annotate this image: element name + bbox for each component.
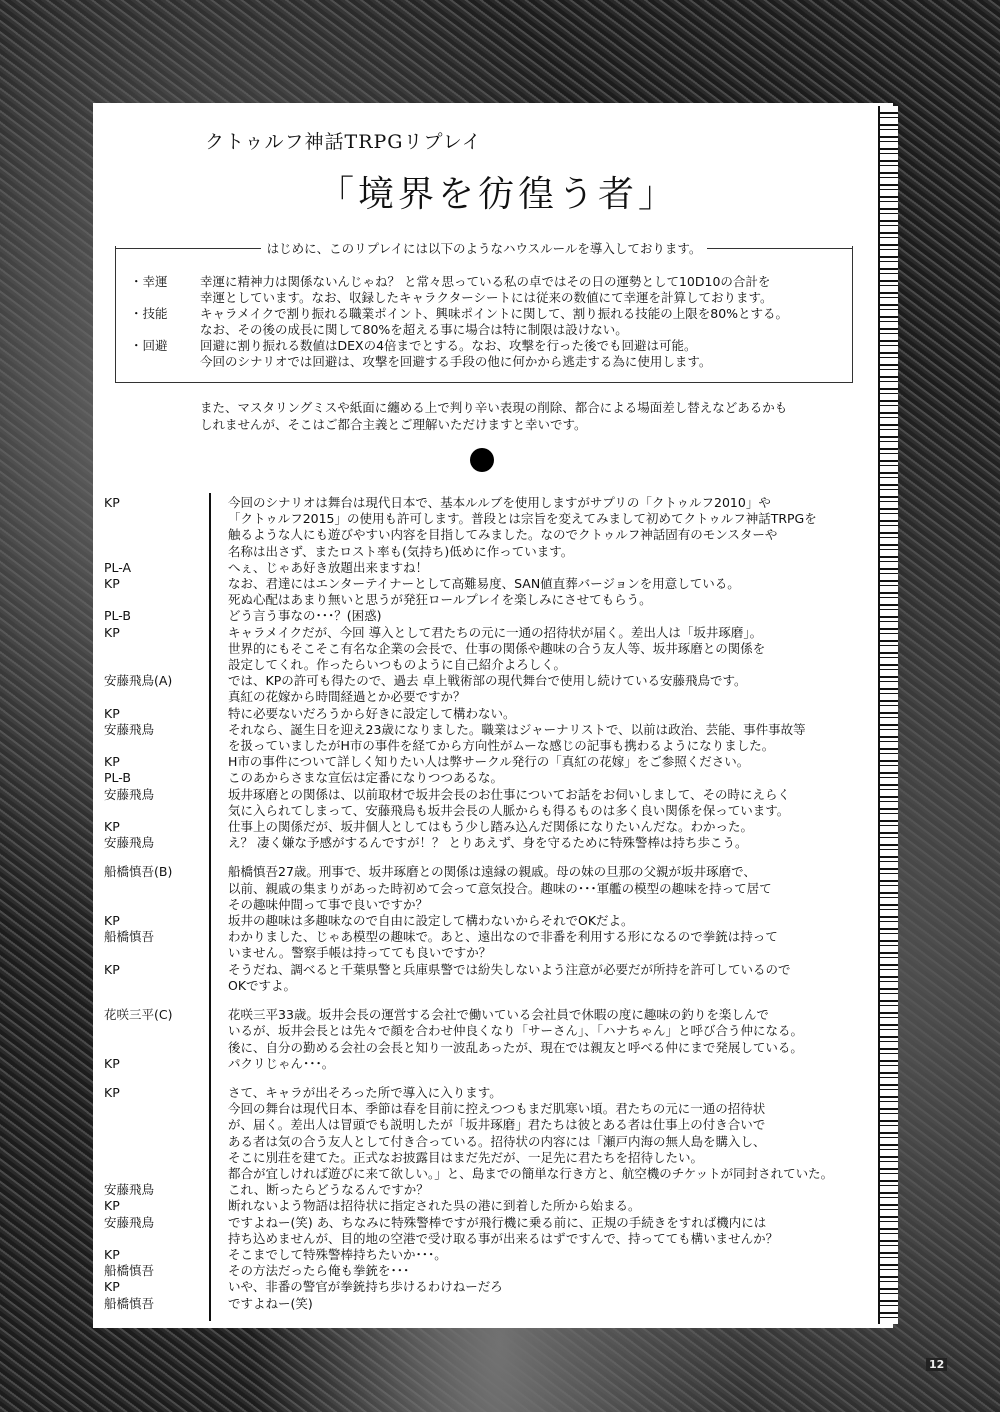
speech-line: パクリじゃん･･･。 [228,1055,335,1071]
speech-line: を扱っていましたがH市の事件を経てから方向性がムーな感じの記事も携わるようになりました。 [228,738,775,754]
speech-line: 以前、親戚の集まりがあった時初めて会って意気投合。趣味の･･･軍艦の模型の趣味を持って居て [228,880,772,896]
speech-text [228,1007,803,1056]
speaker-name: 船橋慎吾 [104,1263,155,1279]
speech-text [228,560,428,576]
dialog-entry [104,706,884,722]
rule-line: キャラメイクで割り振れる職業ポイント、興味ポイントに関して、割り振れる技能の上限を80%とする。 [200,306,789,321]
speech-text [228,787,790,819]
speaker-name: 船橋慎吾(B) [104,864,173,880]
speech-text [228,864,772,913]
speech-text [228,608,382,624]
speaker-name: KP [104,1084,120,1100]
speech-line: 断れないよう物語は招待状に指定された呉の港に到着した所から始まる。 [228,1198,641,1214]
speech-line: ですよねー(笑) あ、ちなみに特殊警棒ですが飛行機に乗る前に、正規の手続きをすれば機内には [228,1214,767,1230]
speech-line: いません。警察手帳は持ってても良いですか？ [228,945,492,961]
dialog-entry [104,770,884,786]
speech-line: キャラメイクだが、今回 導入として君たちの元に一通の招待状が届く。差出人は「坂井琢磨」。 [228,624,763,640]
speech-text [228,1085,833,1182]
house-rule-item [130,306,860,338]
speech-line: 真紅の花嫁から時間経過とか必要ですか？ [228,689,466,705]
speaker-name: 安藤飛鳥 [104,1182,155,1198]
speech-line: このあからさまな宣伝は定番になりつつあるな。 [228,770,504,786]
speaker-name: 安藤飛鳥(A) [104,673,173,689]
speech-text [228,495,817,560]
speech-text [228,1182,429,1198]
house-rule-item [130,338,860,370]
speech-line: それなら、誕生日を迎え23歳になりました。職業はジャーナリストで、以前は政治、芸能、事件事故等 [228,721,806,737]
speech-line: 坂井琢磨との関係は、以前取材で坂井会長のお仕事についてお話をお伺いしまして、その時にえらく [228,786,791,802]
dialog-entry [104,1279,884,1295]
speech-line: では、KPの許可も得たので、過去 卓上戦術部の現代舞台で使用し続けている安藤飛鳥です。 [228,673,747,689]
dialog-entry [104,754,884,770]
speaker-name: KP [104,705,120,721]
speech-line: その方法だったら俺も拳銃を･･･ [228,1263,410,1279]
speech-line: いるが、坂井会長とは先々で顔を合わせ仲良くなり「サーさん」、「ハナちゃん」と呼び合う仲になる。 [228,1023,804,1039]
speech-text [228,673,746,705]
speech-text [228,1279,503,1295]
dialog-scene [104,1007,884,1072]
speech-line: これ、断ったらどうなるんですか？ [228,1182,429,1198]
speaker-name: 安藤飛鳥 [104,1214,155,1230]
speech-text [228,835,747,851]
dialog-entry [104,787,884,819]
speech-line: H市の事件について詳しく知りたい人は弊サークル発行の「真紅の花嫁」をご参照ください。 [228,754,750,770]
speaker-name: 船橋慎吾 [104,929,155,945]
speech-text [228,1263,409,1279]
speech-line: そうだね、調べると千葉県警と兵庫県警では紛失しないよう注意が必要だが所持を許可しているので [228,961,791,977]
note-line: また、マスタリングミスや紙面に纏める上で判り辛い表現の削除、都合による場面差し替えなどあるかも [200,400,788,415]
speech-line: わかりました、じゃあ模型の趣味で。あと、遠出なので非番を利用する形になるので拳銃は持って [228,929,778,945]
dialog-scene [104,864,884,994]
speech-text [228,1247,447,1263]
speech-text [228,913,634,929]
rule-text [200,306,860,338]
speech-line: 今回の舞台は現代日本、季節は春を目前に控えつつもまだ肌寒い頃。君たちの元に一通の招待状 [228,1101,766,1117]
rule-label: ・回避 [130,338,168,353]
speech-text [228,929,778,961]
speech-line: 触るような人にも遊びやすい内容を目指してみました。なのでクトゥルフ神話固有のモンスターや [228,527,778,543]
speaker-name: KP [104,576,120,592]
house-rule-item [130,274,860,306]
speech-text [228,1215,778,1247]
dialog-entry [104,913,884,929]
speech-line: 持ち込めませんが、目的地の空港で受け取る事が出来るはずですんで、持ってても構いませんか？ [228,1230,779,1246]
dialog-scene [104,1085,884,1312]
speech-text [228,819,753,835]
speaker-name: PL-B [104,608,131,624]
rule-line: なお、その後の成長に関して80%を超える事に場合は特に制限は設けない。 [200,322,628,337]
speech-line: いや、非番の警官が拳銃持ち歩けるわけねーだろ [228,1279,503,1295]
speech-line: そこに別荘を建てた。正式なお披露目はまだ先だが、一足先に君たちを招待したい。 [228,1149,704,1165]
speech-line: ですよねー(笑) [228,1295,313,1311]
rule-text [200,338,860,370]
speaker-name: 安藤飛鳥 [104,835,155,851]
rule-line: 幸運としています。なお、収録したキャラクターシートには従来の数値にて幸運を計算しております。 [200,290,773,305]
speech-line: 世界的にもそこそこ有名な企業の会長で、仕事の関係や趣味の合う友人等、坂井琢磨との関係を [228,640,766,656]
speech-line: 花咲三平33歳。坂井会長の運営する会社で働いている会社員で休暇の度に趣味の釣りを楽しんで [228,1007,769,1023]
dialog-entry [104,1263,884,1279]
dialog-entry [104,929,884,961]
speaker-name: KP [104,1279,120,1295]
speech-text [228,625,765,674]
speech-line: 設定してくれ。作ったらいつものように自己紹介よろしく。 [228,657,567,673]
rule-line: 幸運に精神力は関係ないんじゃね？ と常々思っている私の卓ではその日の運勢として10D10の合計を [200,274,771,289]
dialog-entry [104,1247,884,1263]
speech-text [228,754,749,770]
speaker-name: KP [104,819,120,835]
dialog-entry [104,1182,884,1198]
rule-line: 回避に割り振れる数値はDEXの4倍までとする。なお、攻撃を行った後でも回避は可能。 [200,338,697,353]
speaker-name: 安藤飛鳥 [104,786,155,802]
speaker-name: KP [104,913,120,929]
speech-text [228,722,806,754]
speaker-name: PL-B [104,770,131,786]
dialog-entry [104,495,884,560]
speaker-name: KP [104,754,120,770]
page-number: 12 [926,1358,947,1371]
speech-line: 死ぬ心配はあまり無いと思うが発狂ロールプレイを楽しみにさせてもらう。 [228,592,652,608]
speech-line: どう言う事なの･･･？(困惑) [228,608,382,624]
speech-text [228,962,791,994]
speech-line: へぇ、じゃあ好き放題出来ますね！ [228,559,429,575]
speech-line: え？ 凄く嫌な予感がするんですが！？ とりあえず、身を守るために特殊警棒は持ち歩こう。 [228,835,748,851]
dialog-entry [104,819,884,835]
disclaimer-note [200,400,850,433]
speech-line: 都合が宜しければ遊びに来て欲しい。」と、島までの簡単な行き方と、航空機のチケットが同封されていた。 [228,1165,834,1181]
speaker-name: 船橋慎吾 [104,1295,155,1311]
speech-text [228,1056,334,1072]
speech-line: 名称は出さず、またロスト率も(気持ち)低めに作っています。 [228,543,574,559]
rule-label: ・技能 [130,306,168,321]
dialog-entry [104,1215,884,1247]
dialog-entry [104,1296,884,1312]
speaker-name: KP [104,1246,120,1262]
section-bullet-dot [470,448,494,472]
dialog-entry [104,962,884,994]
speech-line: なお、君達にはエンターテイナーとして高難易度、SAN値直葬バージョンを用意している。 [228,576,740,592]
speech-line: OKですよ。 [228,977,297,993]
replay-subtitle: クトゥルフ神話TRPGリプレイ [205,131,482,153]
speaker-name: KP [104,961,120,977]
speech-text [228,1198,641,1214]
speech-line: 仕事上の関係だが、坂井個人としてはもう少し踏み込んだ関係になりたいんだな。わかった。 [228,819,754,835]
dialog-log [104,495,884,1325]
dialog-entry [104,1085,884,1182]
dialog-entry [104,1007,884,1056]
speech-line: さて、キャラが出そろった所で導入に入ります。 [228,1084,502,1100]
dialog-entry [104,864,884,913]
rule-text [200,274,860,306]
dialog-entry [104,835,884,851]
house-rules-heading [115,239,853,257]
speech-line: 後に、自分の勤める会社の会長と知り一波乱あったが、現在では親友と呼べる仲にまで発展している。 [228,1039,803,1055]
speech-line: 特に必要ないだろうから好きに設定して構わない。 [228,705,516,721]
dialog-entry [104,625,884,674]
speech-text [228,1296,313,1312]
speech-text [228,706,516,722]
speech-line: 今回のシナリオは舞台は現代日本で、基本ルルブを使用しますがサプリの「クトゥルフ2010」や [228,495,771,510]
dialog-scene [104,495,884,851]
speaker-name: KP [104,624,120,640]
note-line: しれませんが、そこはご都合主義とご理解いただけますと幸いです。 [200,416,587,432]
house-rules-heading-text: はじめに、このリプレイには以下のようなハウスルールを導入しております。 [266,241,702,256]
speaker-name: PL-A [104,559,132,575]
replay-title: 「境界を彷徨う者」 [318,174,679,215]
speech-text [228,576,740,608]
speaker-name: KP [104,1055,120,1071]
rule-line: 今回のシナリオでは回避は、攻撃を回避する手段の他に何かから逃走する為に使用します。 [200,354,712,369]
speech-line: 気に入られてしまって、安藤飛鳥も坂井会長の人脈からも得るものは多く良い関係を保っています。 [228,802,790,818]
speech-line: その趣味仲間って事で良いですか？ [228,896,429,912]
speech-line: が、届く。差出人は冒頭でも説明したが「坂井琢磨」君たちは彼とある者は仕事上の付き合いで [228,1117,766,1133]
dialog-entry [104,560,884,576]
dialog-entry [104,1198,884,1214]
dialog-entry [104,608,884,624]
dialog-entry [104,1056,884,1072]
rule-label: ・幸運 [130,274,168,289]
speaker-name: 安藤飛鳥 [104,721,155,737]
dialog-entry [104,722,884,754]
speech-line: 坂井の趣味は多趣味なので自由に設定して構わないからそれでOKだよ。 [228,913,634,929]
speech-line: ある者は気の合う友人として付き合っている。招待状の内容には「瀬戸内海の無人島を購入し、 [228,1133,766,1149]
speech-line: 船橋慎吾27歳。刑事で、坂井琢磨との関係は遠縁の親戚。母の妹の旦那の父親が坂井琢磨で、 [228,864,756,880]
speaker-name: KP [104,1198,120,1214]
speech-text [228,770,503,786]
speaker-name: 花咲三平(C) [104,1007,173,1023]
dialog-entry [104,576,884,608]
speech-line: 「クトゥルフ2015」の使用も許可します。普段とは宗旨を変えてみまして初めてクトゥルフ神話TRPGを [228,511,817,527]
dialog-entry [104,673,884,705]
speech-line: そこまでして特殊警棒持ちたいか･･･。 [228,1246,447,1262]
speaker-name: KP [104,495,120,510]
